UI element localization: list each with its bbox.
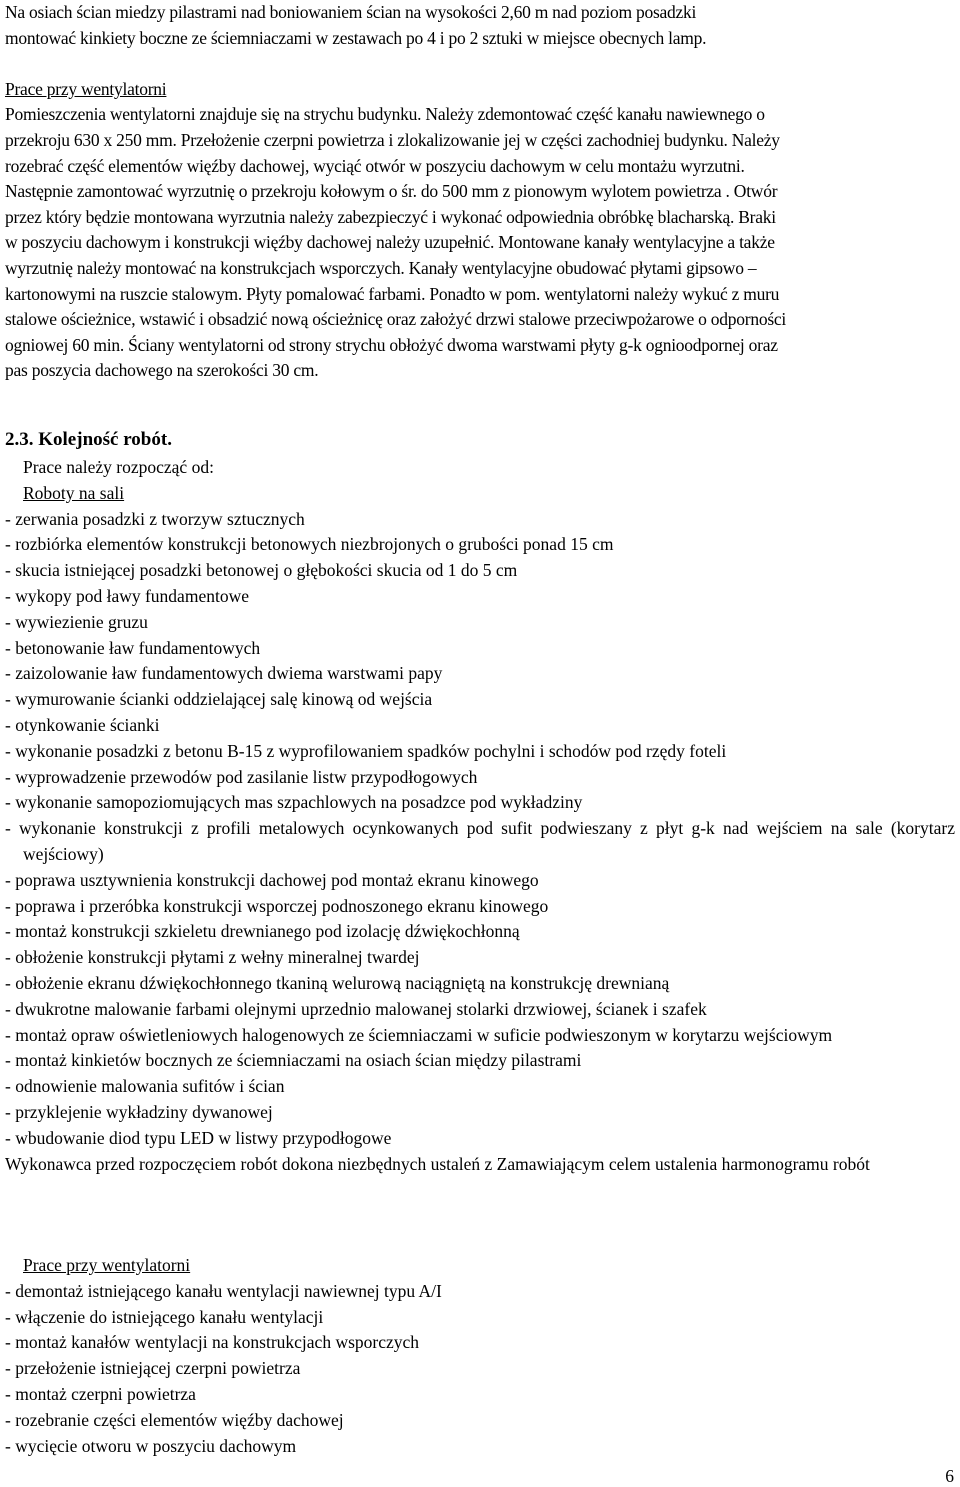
text-line: w poszyciu dachowym i konstrukcji więźby dachowej należy uzupełnić. Montowane kanały wentylacyjne a także xyxy=(5,232,775,253)
text-line: przez który będzie montowana wyrzutnia należy zabezpieczyć i wykonać odpowiednia obróbkę blacharską. Braki xyxy=(5,206,776,227)
vent-section-heading: Prace przy wentylatorni xyxy=(5,78,167,99)
text-line: ogniowej 60 min. Ściany wentylatorni od strony strychu obłożyć dwoma warstwami płyty g-k ognioodpornej oraz xyxy=(5,334,778,355)
page-number: 6 xyxy=(945,1466,954,1486)
vent-works-subheading: Prace przy wentylatorni xyxy=(23,1255,191,1275)
list-item: - obłożenie konstrukcji płytami z wełny mineralnej twardej xyxy=(5,947,420,968)
works-intro: Prace należy rozpocząć od: xyxy=(23,457,214,477)
list-item: - odnowienie malowania sufitów i ścian xyxy=(5,1076,285,1097)
list-item: - przełożenie istniejącej czerpni powietrza xyxy=(5,1358,301,1379)
list-item: - montaż opraw oświetleniowych halogenowych ze ściemniaczami w suficie podwieszonym w korytarzu wejściowym xyxy=(5,1024,833,1045)
section-heading: 2.3. Kolejność robót. xyxy=(5,429,172,450)
list-item: - dwukrotne malowanie farbami olejnymi uprzednio malowanej stolarki drzwiowej, ścianek i szafek xyxy=(5,998,707,1019)
list-item: - wyprowadzenie przewodów pod zasilanie listw przypodłogowych xyxy=(5,766,478,787)
text-line: Następnie zamontować wyrzutnię o przekroju kołowym o śr. do 500 mm z pionowym wylotem powietrza . Otwór xyxy=(5,181,778,202)
list-item: - zaizolowanie ław fundamentowych dwiema warstwami papy xyxy=(5,663,443,684)
list-item: - obłożenie ekranu dźwiękochłonnego tkaniną welurową naciągniętą na konstrukcję drewnianą xyxy=(5,972,670,993)
list-item: - poprawa usztywnienia konstrukcji dachowej pod montaż ekranu kinowego xyxy=(5,869,539,890)
list-item: - montaż czerpni powietrza xyxy=(5,1383,196,1404)
list-item: - betonowanie ław fundamentowych xyxy=(5,637,261,658)
list-item: - rozebranie części elementów więźby dachowej xyxy=(5,1409,344,1430)
list-item: - wykonanie konstrukcji z profili metalowych ocynkowanych pod sufit podwieszany z płyt g-k nad wejściem na sale (korytarz wejściowy) xyxy=(5,818,955,864)
list-item: - wywiezienie gruzu xyxy=(5,611,148,632)
text-line: stalowe ościeżnice, wstawić i obsadzić nową ościeżnicę oraz założyć drzwi stalowe przeciwpożarowe o odporności xyxy=(5,309,787,330)
list-item: - montaż kinkietów bocznych ze ściemniaczami na osiach ścian między pilastrami xyxy=(5,1050,582,1071)
list-item: - wbudowanie diod typu LED w listwy przypodłogowe xyxy=(5,1127,392,1148)
text-line: rozebrać część elementów więźby dachowej, wyciąć otwór w poszyciu dachowym w celu montażu wyrzutni. xyxy=(5,155,745,176)
text-line: przekroju 630 x 250 mm. Przełożenie czerpni powietrza i zlokalizowanie jej w części zachodniej budynku. Należy xyxy=(5,129,780,150)
list-item: - wykopy pod ławy fundamentowe xyxy=(5,585,249,606)
closing-paragraph: Wykonawca przed rozpoczęciem robót dokona niezbędnych ustaleń z Zamawiającym celem ustalenia harmonogramu robót xyxy=(5,1153,870,1174)
list-item: - wykonanie samopoziomujących mas szpachlowych na posadzce pod wykładziny xyxy=(5,792,583,813)
list-item: - wykonanie posadzki z betonu B-15 z wyprofilowaniem spadków pochylni i schodów pod rzędy foteli xyxy=(5,740,727,761)
works-list xyxy=(5,455,955,1177)
list-item: - demontaż istniejącego kanału wentylacji nawiewnej typu A/I xyxy=(5,1280,442,1301)
text-line: kartonowymi na ruszcie stalowym. Płyty pomalować farbami. Ponadto w pom. wentylatorni należy wykuć z muru xyxy=(5,283,780,304)
list-item: - poprawa i przeróbka konstrukcji wsporczej podnoszonego ekranu kinowego xyxy=(5,895,549,916)
list-item: - wycięcie otworu w poszyciu dachowym xyxy=(5,1435,297,1456)
text-line: Na osiach ścian miedzy pilastrami nad boniowaniem ścian na wysokości 2,60 m nad poziom posadzki xyxy=(5,2,697,22)
list-item: - otynkowanie ścianki xyxy=(5,714,160,735)
list-item: - montaż konstrukcji szkieletu drewnianego pod izolację dźwiękochłonną xyxy=(5,921,520,942)
list-item: - montaż kanałów wentylacji na konstrukcjach wsporczych xyxy=(5,1332,420,1353)
list-item: - włączenie do istniejącego kanału wentylacji xyxy=(5,1306,324,1327)
list-item: - zerwania posadzki z tworzyw sztucznych xyxy=(5,508,305,529)
text-line: wyrzutnię należy montować na konstrukcjach wsporczych. Kanały wentylacyjne obudować płytami gipsowo – xyxy=(5,257,757,278)
works-subheading: Roboty na sali xyxy=(23,482,125,503)
list-item: - wymurowanie ścianki oddzielającej salę kinową od wejścia xyxy=(5,689,433,710)
intro-paragraph xyxy=(5,0,955,384)
list-item: - przyklejenie wykładziny dywanowej xyxy=(5,1101,273,1122)
text-line: Pomieszczenia wentylatorni znajduje się na strychu budynku. Należy zdemontować część kanału nawiewnego o xyxy=(5,104,765,125)
list-item: - rozbiórka elementów konstrukcji betonowych niezbrojonych o grubości ponad 15 cm xyxy=(5,534,614,555)
list-item: - skucia istniejącej posadzki betonowej o głębokości skucia od 1 do 5 cm xyxy=(5,560,518,581)
text-line: montować kinkiety boczne ze ściemniaczami w zestawach po 4 i po 2 sztuki w miejsce obecnych lamp. xyxy=(5,27,707,48)
text-line: pas poszycia dachowego na szerokości 30 cm. xyxy=(5,360,319,381)
vent-works-list xyxy=(5,1253,955,1459)
